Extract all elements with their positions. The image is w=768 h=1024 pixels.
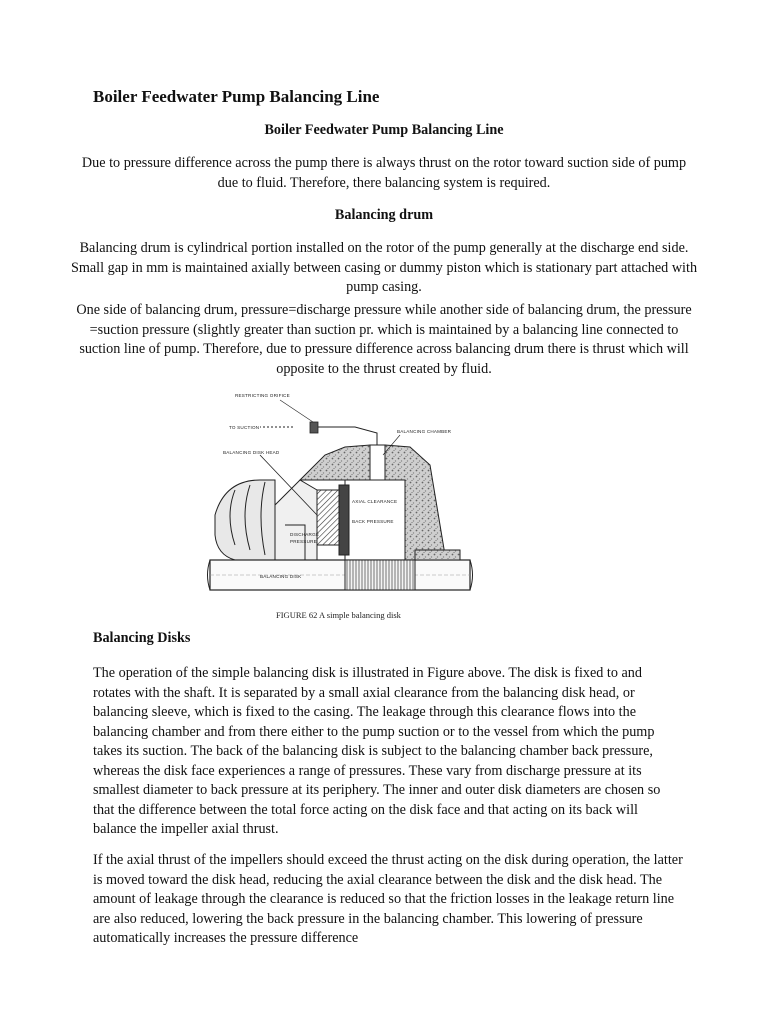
label-balancing-disk: BALANCING DISK <box>260 574 302 579</box>
label-pressure: PRESSURE <box>290 539 317 544</box>
section-heading-balancing-disks: Balancing Disks <box>93 630 191 646</box>
label-back-pressure: BACK PRESSURE <box>352 519 394 524</box>
label-to-suction: TO SUCTION <box>229 425 260 430</box>
figure-caption: FIGURE 62 A simple balancing disk <box>276 610 401 620</box>
balancing-disks-paragraph-1: The operation of the simple balancing disk is illustrated in Figure above. The disk is fixed to and rotates with the shaft. It is separated by a small axial clearance from the balancing disk head, or balancing sleeve, which is fixed to the casing. The leakage through this clearance flows into the balancing chamber and from there either to the pump suction or to the vessel from which the pump takes its suction. The back of the balancing disk is subject to the balancing chamber back pressure, whereas the disk face experiences a range of pressures. These vary from discharge pressure at its smallest diameter to back pressure at its periphery. The inner and outer disk diameters are chosen so that the difference between the total force acting on the disk face and that acting on its back will balance the impeller axial thrust. <box>93 665 661 837</box>
section-heading-balancing-drum: Balancing drum <box>334 207 434 223</box>
balancing-disks-paragraph-2: If the axial thrust of the impellers should exceed the thrust acting on the disk during operation, the latter is moved toward the disk head, reducing the axial clearance between the disk and the disk head. The amount of leakage through the clearance is reduced so that the friction losses in the leakage return line are also reduced, lowering the back pressure in the balancing chamber. This lowering of pressure automatically increases the pressure difference <box>93 852 683 946</box>
balancing-drum-paragraph-2: One side of balancing drum, pressure=discharge pressure while another side of balancing drum, the pressure =suction pressure (slightly greater than suction pr. which is maintained by a balancing line connected to suction line of pump. Therefore, due to pressure difference across balancing drum there is thrust which will opposite to the thrust created by fluid. <box>76 302 692 377</box>
label-balancing-chamber: BALANCING CHAMBER <box>397 429 452 434</box>
document-subtitle: Boiler Feedwater Pump Balancing Line <box>264 122 504 138</box>
label-restricting-orifice: RESTRICTING ORIFICE <box>235 393 290 398</box>
document-title: Boiler Feedwater Pump Balancing Line <box>93 87 380 106</box>
restricting-orifice <box>310 422 318 433</box>
label-discharge: DISCHARGE <box>290 532 320 537</box>
label-axial-clearance: AXIAL CLEARANCE <box>352 499 398 504</box>
disk-head <box>317 490 339 545</box>
label-balancing-disk-head: BALANCING DISK HEAD <box>223 450 280 455</box>
balancing-drum-paragraph-1: Balancing drum is cylindrical portion installed on the rotor of the pump generally at the discharge end side. Small gap in mm is maintained axially between casing or dummy piston which is stationary part attached with pump casing. <box>70 240 698 295</box>
balancing-line <box>317 427 377 445</box>
chamber-port <box>370 445 385 480</box>
shaft-sleeve <box>345 560 415 590</box>
balancing-disk-diagram <box>205 385 475 625</box>
disk <box>339 485 349 555</box>
intro-paragraph: Due to pressure difference across the pump there is always thrust on the rotor toward suction side of pump due to fluid. Therefore, there balancing system is required. <box>81 155 687 191</box>
balancing-disk-figure <box>205 385 475 625</box>
